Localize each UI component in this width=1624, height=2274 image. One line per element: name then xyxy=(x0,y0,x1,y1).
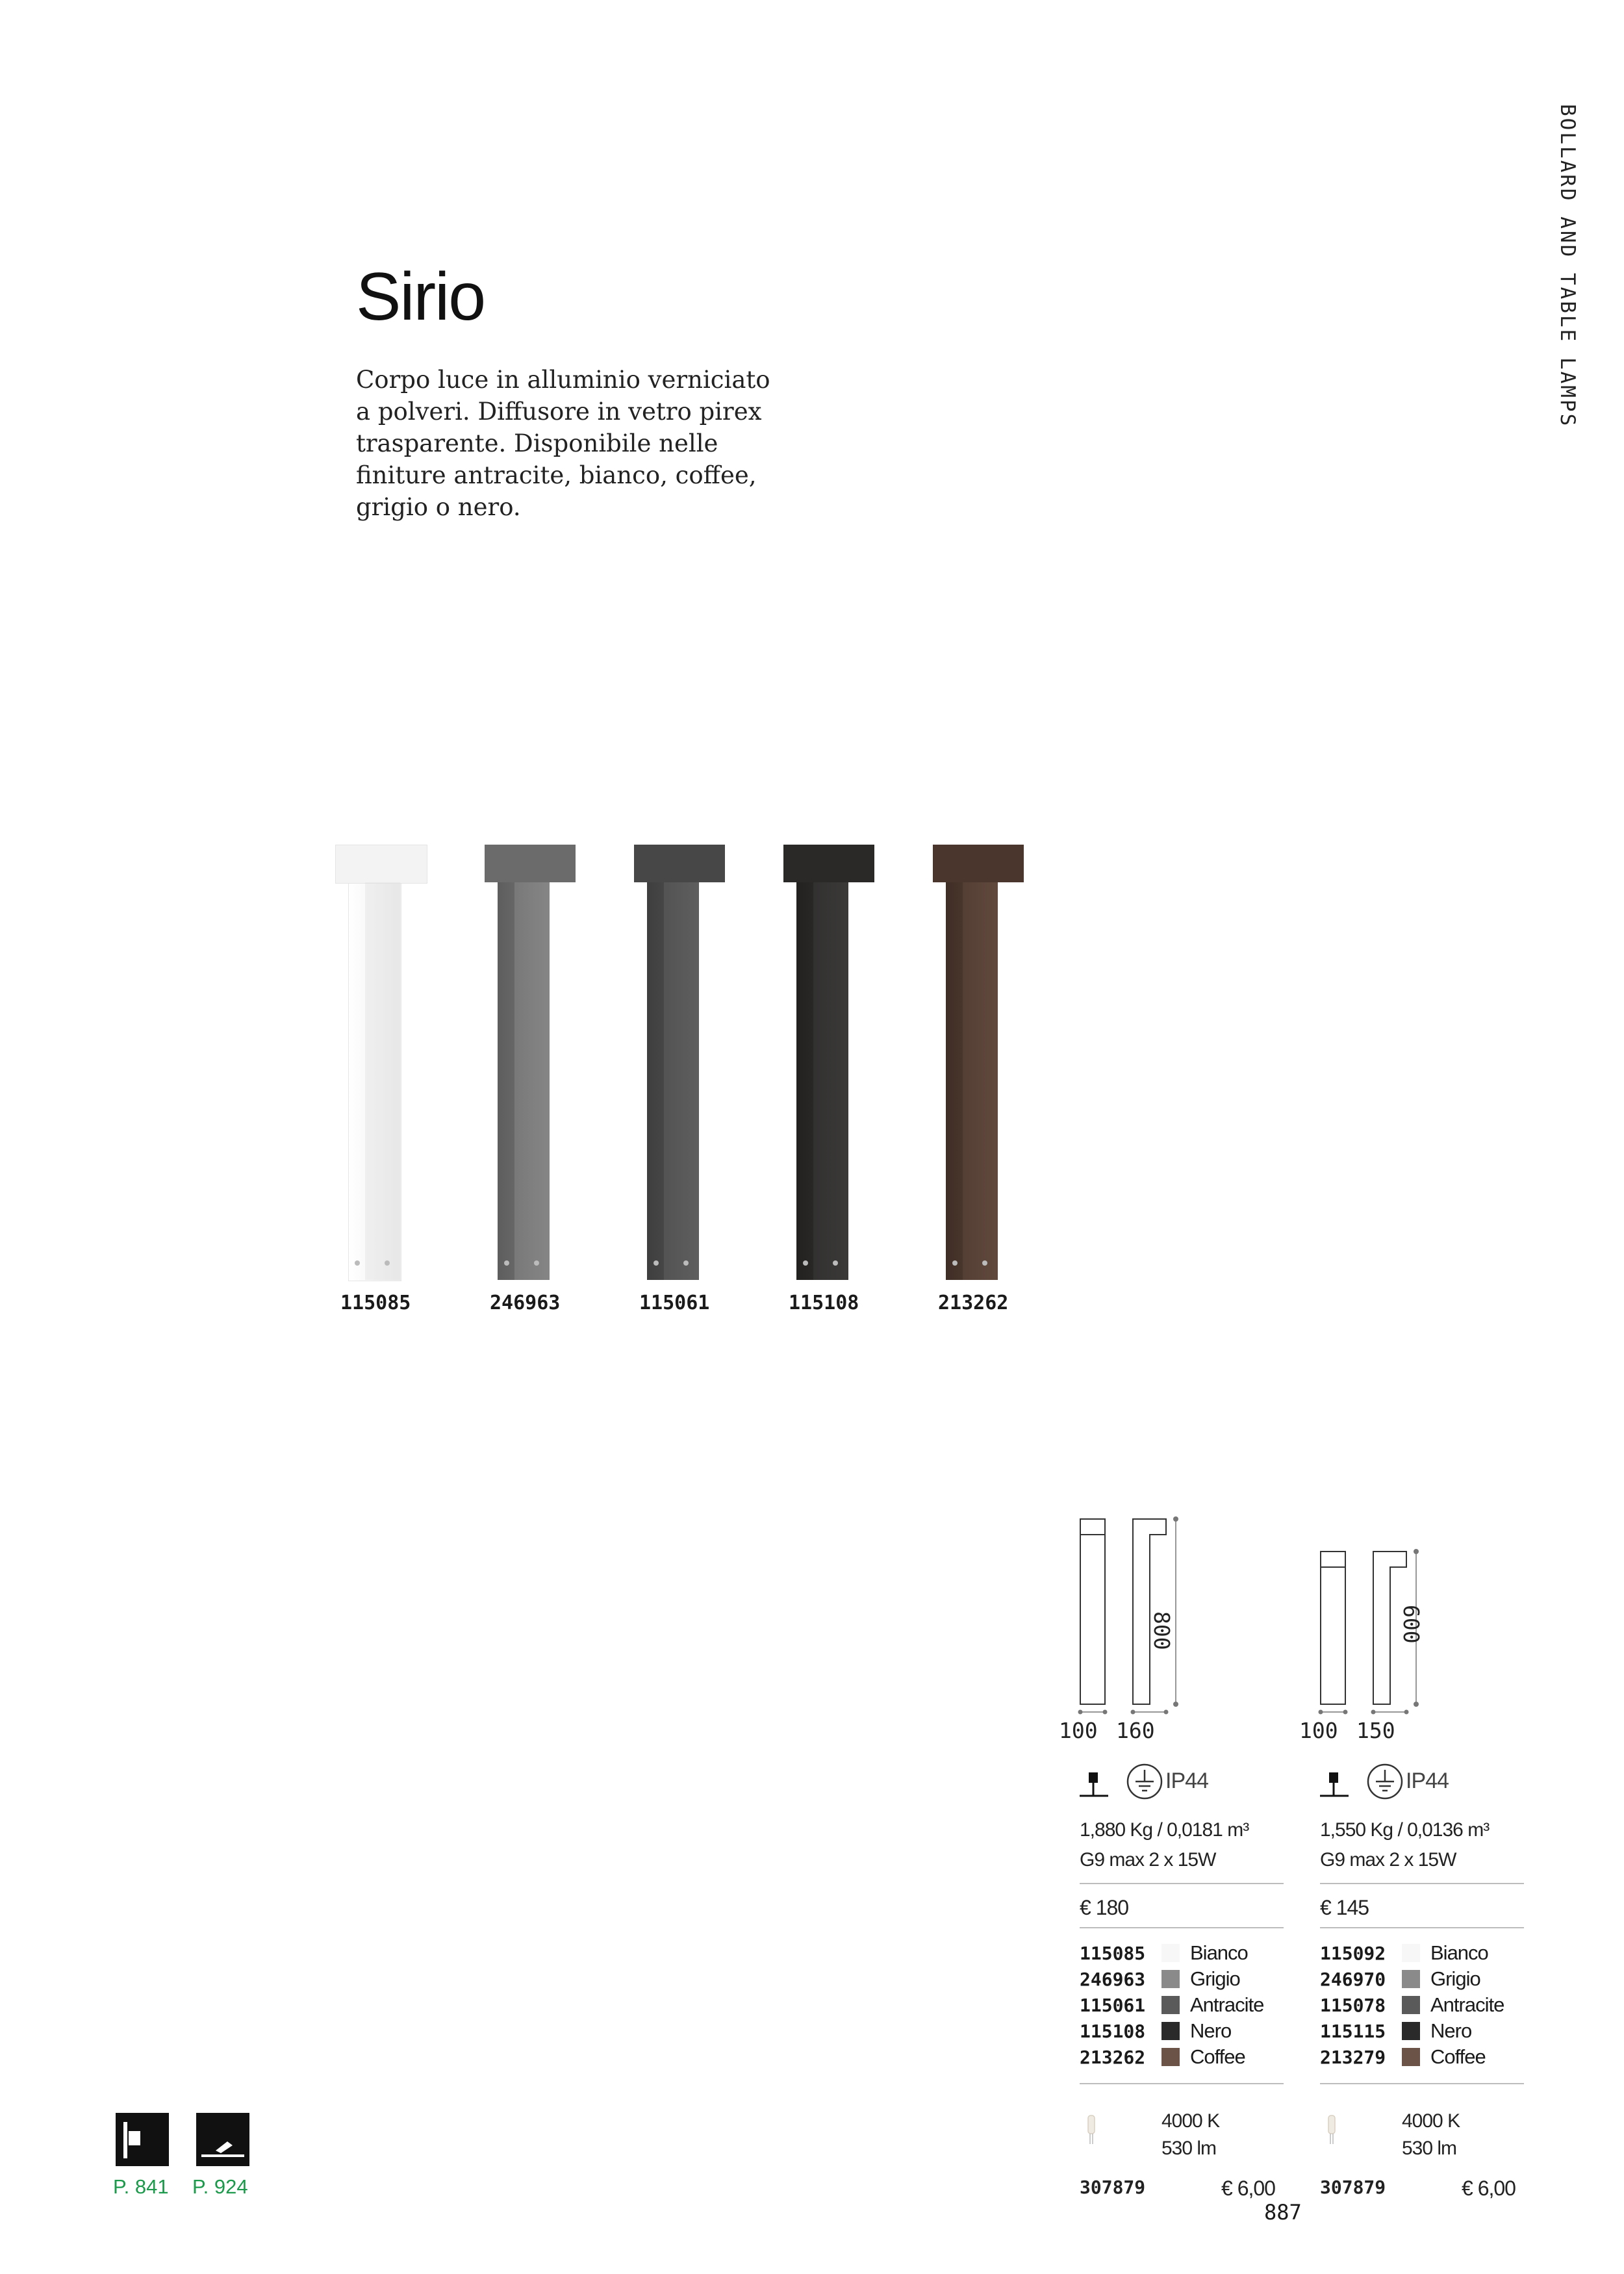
color-temperature: 4000 K xyxy=(1402,2110,1460,2132)
variant-name: Coffee xyxy=(1190,2045,1245,2068)
variant-row xyxy=(1320,2044,1486,2070)
lamp-bolt xyxy=(534,1260,539,1266)
variant-name: Bianco xyxy=(1430,1941,1488,1964)
lamp-code: 246963 xyxy=(490,1292,561,1314)
variant-name: Antracite xyxy=(1430,1993,1504,2016)
bulb-icon xyxy=(1085,2114,1098,2147)
wall-lamp-icon[interactable] xyxy=(116,2113,169,2166)
variant-name: Nero xyxy=(1190,2019,1232,2042)
ground-installation-icon xyxy=(1319,1766,1351,1800)
description-line: grigio o nero. xyxy=(356,493,521,521)
weight-volume: 1,880 Kg / 0,0181 m³ xyxy=(1080,1819,1249,1841)
ip-rating: IP44 xyxy=(1406,1769,1449,1793)
variant-code: 246963 xyxy=(1080,1968,1146,1990)
lamp-bolt xyxy=(653,1260,659,1266)
dimension-width-front: 100 xyxy=(1299,1718,1338,1743)
weight-volume: 1,550 Kg / 0,0136 m³ xyxy=(1320,1819,1490,1841)
lamp-bolt xyxy=(952,1260,958,1266)
earth-class-icon xyxy=(1365,1762,1404,1801)
earth-class-icon xyxy=(1125,1762,1164,1801)
lamp-bolt xyxy=(803,1260,808,1266)
lamp-diffuser xyxy=(365,882,400,1280)
lamp-code: 213262 xyxy=(938,1292,1009,1314)
variant-code: 213279 xyxy=(1320,2046,1386,2068)
lamp-bolt xyxy=(504,1260,509,1266)
divider xyxy=(1080,1927,1284,1928)
lamp-spec: G9 max 2 x 15W xyxy=(1080,1849,1216,1871)
divider xyxy=(1080,1883,1284,1884)
variant-row xyxy=(1320,1992,1504,2018)
lamp-bolt xyxy=(683,1260,689,1266)
color-swatch xyxy=(1161,1996,1180,2014)
divider xyxy=(1320,1883,1524,1884)
variant-row xyxy=(1320,1940,1488,1966)
lamp-head xyxy=(485,845,576,882)
variant-code: 115061 xyxy=(1080,1994,1146,2016)
page-title: Sirio xyxy=(356,259,485,335)
variant-code: 115108 xyxy=(1080,2020,1146,2042)
bulb-code: 307879 xyxy=(1080,2177,1146,2198)
ground-recessed-icon[interactable] xyxy=(196,2113,249,2166)
variant-code: 115085 xyxy=(1080,1942,1146,1964)
variant-name: Bianco xyxy=(1190,1941,1248,1964)
dimension-height: 800 xyxy=(1149,1611,1174,1650)
dimension-width-side: 150 xyxy=(1356,1718,1395,1743)
lamp-diffuser xyxy=(514,882,550,1280)
color-swatch xyxy=(1161,1970,1180,1988)
lamp-code: 115085 xyxy=(340,1292,411,1314)
dimension-drawing-800 xyxy=(1072,1511,1202,1718)
lamp-head xyxy=(783,845,874,882)
lamp-photo-anthracite xyxy=(634,845,731,1286)
variant-code: 115078 xyxy=(1320,1994,1386,2016)
variant-name: Grigio xyxy=(1430,1967,1480,1990)
luminous-flux: 530 lm xyxy=(1161,2138,1217,2159)
lamp-code: 115108 xyxy=(789,1292,859,1314)
color-swatch xyxy=(1402,2048,1420,2066)
description-line: trasparente. Disponibile nelle xyxy=(356,429,718,457)
variant-name: Nero xyxy=(1430,2019,1472,2042)
color-swatch xyxy=(1402,1970,1420,1988)
variant-code: 246970 xyxy=(1320,1968,1386,1990)
color-swatch xyxy=(1402,2022,1420,2040)
lamp-photo-white xyxy=(335,845,433,1286)
bulb-code: 307879 xyxy=(1320,2177,1386,2198)
ip-rating: IP44 xyxy=(1165,1769,1208,1793)
variant-row xyxy=(1080,2044,1245,2070)
bulb-icon xyxy=(1325,2114,1338,2147)
color-swatch xyxy=(1161,1944,1180,1962)
variant-row xyxy=(1080,1940,1248,1966)
product-description xyxy=(356,364,824,523)
bulb-price: € 6,00 xyxy=(1462,2177,1516,2200)
dimension-width-front: 100 xyxy=(1059,1718,1098,1743)
lamp-head xyxy=(933,845,1024,882)
description-line: finiture antracite, bianco, coffee, xyxy=(356,461,757,489)
color-swatch xyxy=(1402,1996,1420,2014)
variant-code: 115115 xyxy=(1320,2020,1386,2042)
variant-name: Antracite xyxy=(1190,1993,1264,2016)
variant-row xyxy=(1320,1966,1480,1992)
luminous-flux: 530 lm xyxy=(1402,2138,1457,2159)
divider xyxy=(1320,1927,1524,1928)
description-line: a polveri. Diffusore in vetro pirex xyxy=(356,398,762,426)
lamp-spec: G9 max 2 x 15W xyxy=(1320,1849,1456,1871)
lamp-photo-black xyxy=(783,845,881,1286)
lamp-bolt xyxy=(385,1260,390,1266)
related-page-link[interactable]: P. 841 xyxy=(113,2175,169,2198)
lamp-photo-coffee xyxy=(933,845,1030,1286)
price: € 145 xyxy=(1320,1896,1369,1919)
color-swatch xyxy=(1161,2048,1180,2066)
price: € 180 xyxy=(1080,1896,1129,1919)
variant-row xyxy=(1080,1966,1240,1992)
bulb-price: € 6,00 xyxy=(1221,2177,1275,2200)
lamp-code: 115061 xyxy=(639,1292,710,1314)
divider xyxy=(1080,2083,1284,2084)
variant-name: Grigio xyxy=(1190,1967,1240,1990)
lamp-photo-grey xyxy=(485,845,582,1286)
dimension-width-side: 160 xyxy=(1116,1718,1155,1743)
color-swatch xyxy=(1161,2022,1180,2040)
lamp-bolt xyxy=(982,1260,987,1266)
divider xyxy=(1320,2083,1524,2084)
variant-code: 213262 xyxy=(1080,2046,1146,2068)
variant-row xyxy=(1080,2018,1231,2044)
color-swatch xyxy=(1402,1944,1420,1962)
variant-code: 115092 xyxy=(1320,1942,1386,1964)
lamp-head xyxy=(335,845,427,884)
variant-row xyxy=(1080,1992,1263,2018)
variant-row xyxy=(1320,2018,1471,2044)
dimension-height: 600 xyxy=(1399,1605,1424,1644)
lamp-bolt xyxy=(833,1260,838,1266)
page-number: 887 xyxy=(1264,2200,1302,2225)
lamp-bolt xyxy=(355,1260,360,1266)
lamp-diffuser xyxy=(963,882,998,1280)
lamp-head xyxy=(634,845,725,882)
section-label: BOLLARD AND TABLE LAMPS xyxy=(1556,104,1579,428)
ground-installation-icon xyxy=(1078,1766,1111,1800)
related-page-link[interactable]: P. 924 xyxy=(192,2175,248,2198)
color-temperature: 4000 K xyxy=(1161,2110,1220,2132)
lamp-diffuser xyxy=(813,882,848,1280)
lamp-diffuser xyxy=(664,882,699,1280)
variant-name: Coffee xyxy=(1430,2045,1486,2068)
description-line: Corpo luce in alluminio verniciato xyxy=(356,366,770,394)
